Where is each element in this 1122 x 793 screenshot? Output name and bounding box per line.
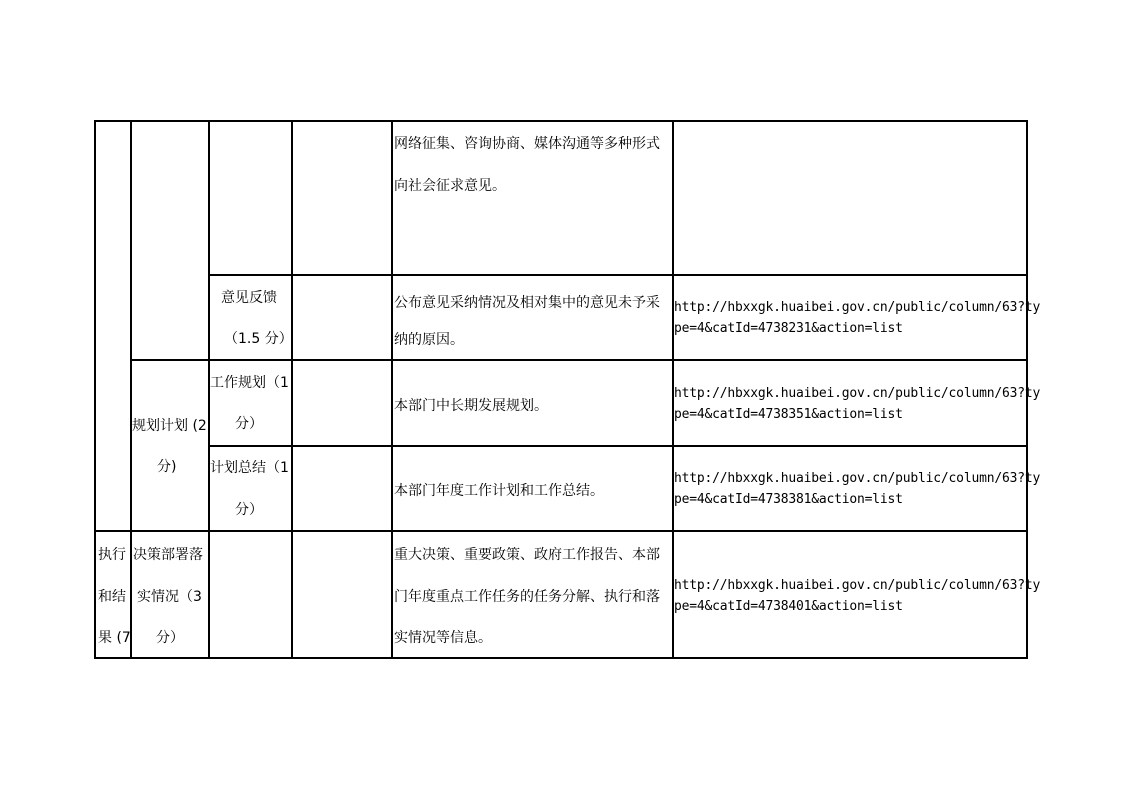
table-row bbox=[210, 447, 1041, 530]
url-link[interactable]: http://hbxxgk.huaibei.gov.cn/public/column/63?ty bbox=[674, 386, 1041, 401]
url-link[interactable]: pe=4&catId=4738351&action=list bbox=[674, 407, 903, 422]
category-label: 分） bbox=[156, 630, 184, 646]
table-row bbox=[393, 122, 672, 274]
url-link[interactable]: pe=4&catId=4738231&action=list bbox=[674, 321, 903, 336]
requirement-text: 实情况等信息。 bbox=[394, 630, 492, 646]
category-label: 规划计划 (2 bbox=[132, 418, 207, 434]
requirement-text: 网络征集、咨询协商、媒体沟通等多种形式 bbox=[394, 136, 660, 152]
requirement-text: 本部门年度工作计划和工作总结。 bbox=[394, 483, 604, 499]
requirement-text: 公布意见采纳情况及相对集中的意见未予采 bbox=[394, 295, 660, 311]
url-link[interactable]: http://hbxxgk.huaibei.gov.cn/public/column/63?ty bbox=[674, 300, 1041, 315]
table-border-bottom bbox=[94, 657, 1028, 659]
item-label: 分） bbox=[235, 416, 263, 432]
category-label: 分) bbox=[157, 459, 177, 475]
item-label: 意见反馈 bbox=[221, 290, 277, 306]
requirement-text: 纳的原因。 bbox=[394, 332, 464, 348]
section-label: 果 (7 bbox=[98, 630, 131, 646]
requirement-text: 门年度重点工作任务的任务分解、执行和落 bbox=[394, 589, 660, 605]
requirement-text: 重大决策、重要政策、政府工作报告、本部 bbox=[394, 547, 660, 563]
table-row bbox=[210, 276, 1041, 359]
url-link[interactable]: pe=4&catId=4738381&action=list bbox=[674, 492, 903, 507]
item-label: （1.5 分） bbox=[224, 331, 293, 347]
url-link[interactable]: http://hbxxgk.huaibei.gov.cn/public/column/63?ty bbox=[674, 471, 1041, 486]
section-label: 执行 bbox=[98, 547, 126, 563]
table-row bbox=[96, 532, 1041, 657]
category-label: 决策部署落 bbox=[133, 547, 203, 563]
url-link[interactable]: pe=4&catId=4738401&action=list bbox=[674, 599, 903, 614]
table-row bbox=[210, 361, 1041, 445]
item-label: 分） bbox=[235, 502, 263, 518]
category-label: 实情况（3 bbox=[137, 589, 202, 605]
requirement-text: 本部门中长期发展规划。 bbox=[394, 398, 548, 414]
section-label: 和结 bbox=[98, 589, 126, 605]
requirement-text: 向社会征求意见。 bbox=[394, 178, 506, 194]
category-cell bbox=[132, 361, 208, 530]
item-label: 计划总结（1 bbox=[210, 460, 289, 476]
item-label: 工作规划（1 bbox=[210, 375, 289, 391]
url-link[interactable]: http://hbxxgk.huaibei.gov.cn/public/column/63?ty bbox=[674, 578, 1041, 593]
